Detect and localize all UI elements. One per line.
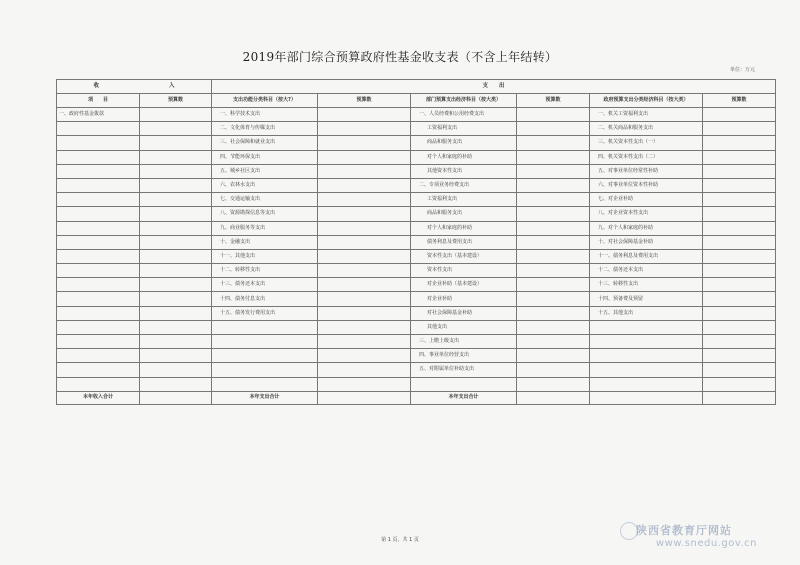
header-row-group	[57, 80, 776, 94]
row-budget-2-cell	[318, 221, 411, 235]
row-item-cell	[57, 292, 140, 306]
table-row	[57, 108, 776, 122]
row-budget-4-cell	[703, 349, 776, 363]
row-budget-2-cell	[318, 164, 411, 178]
row-dept-econ-cell: 四、事业单位经营支出	[411, 349, 517, 363]
row-dept-econ-cell: 对个人和家庭的补助	[411, 150, 517, 164]
header-row-columns	[57, 94, 776, 108]
col-header-budget-2: 预算数	[318, 94, 411, 108]
watermark-org: 陕西省教育厅网站	[636, 524, 732, 537]
row-budget-4-cell	[703, 150, 776, 164]
totals-row	[57, 391, 776, 404]
row-budget-3-cell	[517, 335, 590, 349]
expense-total-value-2	[517, 391, 590, 404]
row-dept-econ-cell: 其他支出	[411, 320, 517, 334]
row-budget-3-cell	[517, 264, 590, 278]
row-budget-1-cell	[140, 306, 212, 320]
row-budget-1-cell	[140, 235, 212, 249]
row-dept-econ-cell: 商品和服务支出	[411, 136, 517, 150]
row-gov-econ-cell	[590, 349, 703, 363]
row-gov-econ-cell: 十二、债务还本支出	[590, 264, 703, 278]
row-budget-4-cell	[703, 377, 776, 391]
row-gov-econ-cell: 十、对社会保障基金补助	[590, 235, 703, 249]
row-budget-1-cell	[140, 150, 212, 164]
row-function-cell: 一、科学技术支出	[212, 108, 318, 122]
row-function-cell	[212, 335, 318, 349]
row-budget-3-cell	[517, 377, 590, 391]
row-item-cell	[57, 377, 140, 391]
page-footer: 第 1 页，共 1 页	[381, 537, 419, 543]
row-budget-1-cell	[140, 193, 212, 207]
row-budget-2-cell	[318, 193, 411, 207]
row-function-cell	[212, 377, 318, 391]
row-gov-econ-cell: 十四、预备费及预留	[590, 292, 703, 306]
row-budget-1-cell	[140, 108, 212, 122]
row-dept-econ-cell: 工资福利支出	[411, 193, 517, 207]
row-budget-2-cell	[318, 235, 411, 249]
col-header-gov-econ: 政府预算支出分类经济科目（按大类）	[590, 94, 703, 108]
row-budget-4-cell	[703, 363, 776, 377]
row-item-cell	[57, 320, 140, 334]
row-item-cell	[57, 306, 140, 320]
row-dept-econ-cell: 资本性支出（基本建设）	[411, 249, 517, 263]
table-row	[57, 122, 776, 136]
row-budget-4-cell	[703, 264, 776, 278]
row-budget-1-cell	[140, 122, 212, 136]
row-item-cell	[57, 235, 140, 249]
row-function-cell	[212, 363, 318, 377]
unit-label: 单位：万元	[730, 67, 756, 73]
row-function-cell: 四、节能环保支出	[212, 150, 318, 164]
row-budget-2-cell	[318, 377, 411, 391]
row-budget-3-cell	[517, 150, 590, 164]
table-row	[57, 363, 776, 377]
row-gov-econ-cell: 三、机关资本性支出（一）	[590, 136, 703, 150]
row-function-cell: 十一、其他支出	[212, 249, 318, 263]
watermark-url: www.snedu.gov.cn	[656, 538, 757, 549]
row-function-cell: 十、金融支出	[212, 235, 318, 249]
row-function-cell: 十四、债务付息支出	[212, 292, 318, 306]
row-dept-econ-cell: 对社会保障基金补助	[411, 306, 517, 320]
row-budget-4-cell	[703, 235, 776, 249]
table-row	[57, 193, 776, 207]
col-header-budget-3: 预算数	[517, 94, 590, 108]
row-budget-1-cell	[140, 264, 212, 278]
row-budget-1-cell	[140, 249, 212, 263]
row-budget-3-cell	[517, 320, 590, 334]
income-total-value	[140, 391, 212, 404]
col-header-budget-1: 预算数	[140, 94, 212, 108]
table-row	[57, 249, 776, 263]
row-item-cell	[57, 335, 140, 349]
table-row	[57, 335, 776, 349]
row-budget-3-cell	[517, 278, 590, 292]
row-budget-2-cell	[318, 306, 411, 320]
row-item-cell	[57, 278, 140, 292]
row-budget-4-cell	[703, 108, 776, 122]
row-dept-econ-cell: 二、专项业务经费支出	[411, 178, 517, 192]
row-item-cell	[57, 349, 140, 363]
expense-total-label: 本年支出合计	[212, 391, 318, 404]
total-gov-econ-cell	[590, 391, 703, 404]
table-row	[57, 221, 776, 235]
row-budget-4-cell	[703, 178, 776, 192]
row-function-cell	[212, 320, 318, 334]
row-budget-4-cell	[703, 335, 776, 349]
table-row	[57, 178, 776, 192]
col-header-item: 项 目	[57, 94, 140, 108]
row-budget-4-cell	[703, 249, 776, 263]
row-budget-1-cell	[140, 377, 212, 391]
row-budget-1-cell	[140, 278, 212, 292]
table-row	[57, 207, 776, 221]
row-dept-econ-cell: 商品和服务支出	[411, 207, 517, 221]
row-budget-1-cell	[140, 292, 212, 306]
row-budget-2-cell	[318, 264, 411, 278]
row-budget-2-cell	[318, 349, 411, 363]
row-item-cell: 一、政府性基金拨款	[57, 108, 140, 122]
row-dept-econ-cell: 三、上缴上级支出	[411, 335, 517, 349]
row-gov-econ-cell: 四、机关资本性支出（二）	[590, 150, 703, 164]
col-header-budget-4: 预算数	[703, 94, 776, 108]
row-budget-1-cell	[140, 178, 212, 192]
table-row	[57, 292, 776, 306]
row-budget-2-cell	[318, 249, 411, 263]
row-budget-1-cell	[140, 335, 212, 349]
row-budget-3-cell	[517, 235, 590, 249]
col-header-function: 支出功能分类科目（按大?）	[212, 94, 318, 108]
row-budget-3-cell	[517, 108, 590, 122]
table-row	[57, 377, 776, 391]
row-budget-2-cell	[318, 292, 411, 306]
table-row	[57, 306, 776, 320]
row-gov-econ-cell: 二、机关商品和服务支出	[590, 122, 703, 136]
row-function-cell: 十三、债务还本支出	[212, 278, 318, 292]
row-dept-econ-cell: 其他资本性支出	[411, 164, 517, 178]
expense-total-value	[318, 391, 411, 404]
total-budget-4-cell	[703, 391, 776, 404]
row-budget-4-cell	[703, 306, 776, 320]
row-dept-econ-cell: 对企业补助（基本建设）	[411, 278, 517, 292]
row-dept-econ-cell: 对个人和家庭的补助	[411, 221, 517, 235]
row-function-cell: 八、资源勘探信息等支出	[212, 207, 318, 221]
row-gov-econ-cell: 九、对个人和家庭的补助	[590, 221, 703, 235]
table-row	[57, 278, 776, 292]
row-dept-econ-cell: 资本性支出	[411, 264, 517, 278]
row-function-cell: 五、城乡社区支出	[212, 164, 318, 178]
row-budget-3-cell	[517, 178, 590, 192]
expense-total-label-2: 本年支出合计	[411, 391, 517, 404]
row-budget-4-cell	[703, 221, 776, 235]
page-title: 2019年部门综合预算政府性基金收支表（不含上年结转）	[242, 50, 558, 64]
row-gov-econ-cell	[590, 377, 703, 391]
row-budget-3-cell	[517, 349, 590, 363]
row-function-cell: 三、社会保障和就业支出	[212, 136, 318, 150]
row-item-cell	[57, 178, 140, 192]
row-dept-econ-cell: 对企业补助	[411, 292, 517, 306]
row-gov-econ-cell	[590, 335, 703, 349]
table-row	[57, 150, 776, 164]
row-item-cell	[57, 249, 140, 263]
row-gov-econ-cell: 十一、债务利息及费用支出	[590, 249, 703, 263]
row-budget-4-cell	[703, 207, 776, 221]
row-budget-3-cell	[517, 136, 590, 150]
row-budget-3-cell	[517, 249, 590, 263]
row-budget-2-cell	[318, 136, 411, 150]
row-dept-econ-cell: 工资福利支出	[411, 122, 517, 136]
row-budget-1-cell	[140, 221, 212, 235]
row-budget-4-cell	[703, 164, 776, 178]
row-budget-3-cell	[517, 292, 590, 306]
row-budget-2-cell	[318, 178, 411, 192]
row-dept-econ-cell: 债务利息及费用支出	[411, 235, 517, 249]
row-function-cell: 二、文化体育与传媒支出	[212, 122, 318, 136]
row-dept-econ-cell	[411, 377, 517, 391]
fund-budget-table	[56, 79, 776, 405]
row-budget-2-cell	[318, 108, 411, 122]
row-function-cell	[212, 349, 318, 363]
row-gov-econ-cell: 十五、其他支出	[590, 306, 703, 320]
expense-group-header: 支 出	[212, 80, 776, 94]
row-dept-econ-cell: 五、对附属单位补助支出	[411, 363, 517, 377]
row-budget-2-cell	[318, 278, 411, 292]
row-budget-3-cell	[517, 193, 590, 207]
row-budget-4-cell	[703, 292, 776, 306]
row-item-cell	[57, 207, 140, 221]
row-budget-3-cell	[517, 306, 590, 320]
row-budget-2-cell	[318, 122, 411, 136]
row-gov-econ-cell	[590, 320, 703, 334]
row-budget-2-cell	[318, 207, 411, 221]
row-budget-2-cell	[318, 363, 411, 377]
row-function-cell: 七、交通运输支出	[212, 193, 318, 207]
row-budget-1-cell	[140, 164, 212, 178]
income-group-header: 收 入	[57, 80, 212, 94]
row-item-cell	[57, 264, 140, 278]
row-gov-econ-cell: 八、对企业资本性支出	[590, 207, 703, 221]
row-budget-1-cell	[140, 207, 212, 221]
row-gov-econ-cell: 五、对事业单位经常性补助	[590, 164, 703, 178]
row-budget-2-cell	[318, 320, 411, 334]
row-budget-4-cell	[703, 320, 776, 334]
row-dept-econ-cell: 一、人员经费和公用经费支出	[411, 108, 517, 122]
row-gov-econ-cell: 六、对事业单位资本性补助	[590, 178, 703, 192]
row-function-cell: 十五、债务发行费用支出	[212, 306, 318, 320]
row-function-cell: 九、商业服务等支出	[212, 221, 318, 235]
income-total-label: 本年收入合计	[57, 391, 140, 404]
row-item-cell	[57, 221, 140, 235]
row-budget-2-cell	[318, 150, 411, 164]
row-budget-1-cell	[140, 136, 212, 150]
row-gov-econ-cell: 七、对企业补助	[590, 193, 703, 207]
row-gov-econ-cell	[590, 363, 703, 377]
row-function-cell: 十二、转移性支出	[212, 264, 318, 278]
row-gov-econ-cell: 一、机关工资福利支出	[590, 108, 703, 122]
row-budget-3-cell	[517, 207, 590, 221]
row-budget-4-cell	[703, 122, 776, 136]
table-row	[57, 264, 776, 278]
row-budget-1-cell	[140, 320, 212, 334]
row-item-cell	[57, 164, 140, 178]
row-item-cell	[57, 193, 140, 207]
row-item-cell	[57, 363, 140, 377]
row-budget-1-cell	[140, 363, 212, 377]
row-budget-4-cell	[703, 136, 776, 150]
row-budget-3-cell	[517, 164, 590, 178]
row-function-cell: 六、农林水支出	[212, 178, 318, 192]
table-row	[57, 349, 776, 363]
table-body	[57, 108, 776, 392]
table-row	[57, 164, 776, 178]
row-budget-1-cell	[140, 349, 212, 363]
row-budget-3-cell	[517, 221, 590, 235]
row-budget-3-cell	[517, 363, 590, 377]
row-budget-2-cell	[318, 335, 411, 349]
table-row	[57, 136, 776, 150]
row-gov-econ-cell: 十三、转移性支出	[590, 278, 703, 292]
row-budget-4-cell	[703, 193, 776, 207]
row-item-cell	[57, 150, 140, 164]
row-budget-3-cell	[517, 122, 590, 136]
table-row	[57, 235, 776, 249]
row-item-cell	[57, 122, 140, 136]
row-item-cell	[57, 136, 140, 150]
row-budget-4-cell	[703, 278, 776, 292]
table-row	[57, 320, 776, 334]
col-header-dept-econ: 部门预算支出经济科目（按大类）	[411, 94, 517, 108]
